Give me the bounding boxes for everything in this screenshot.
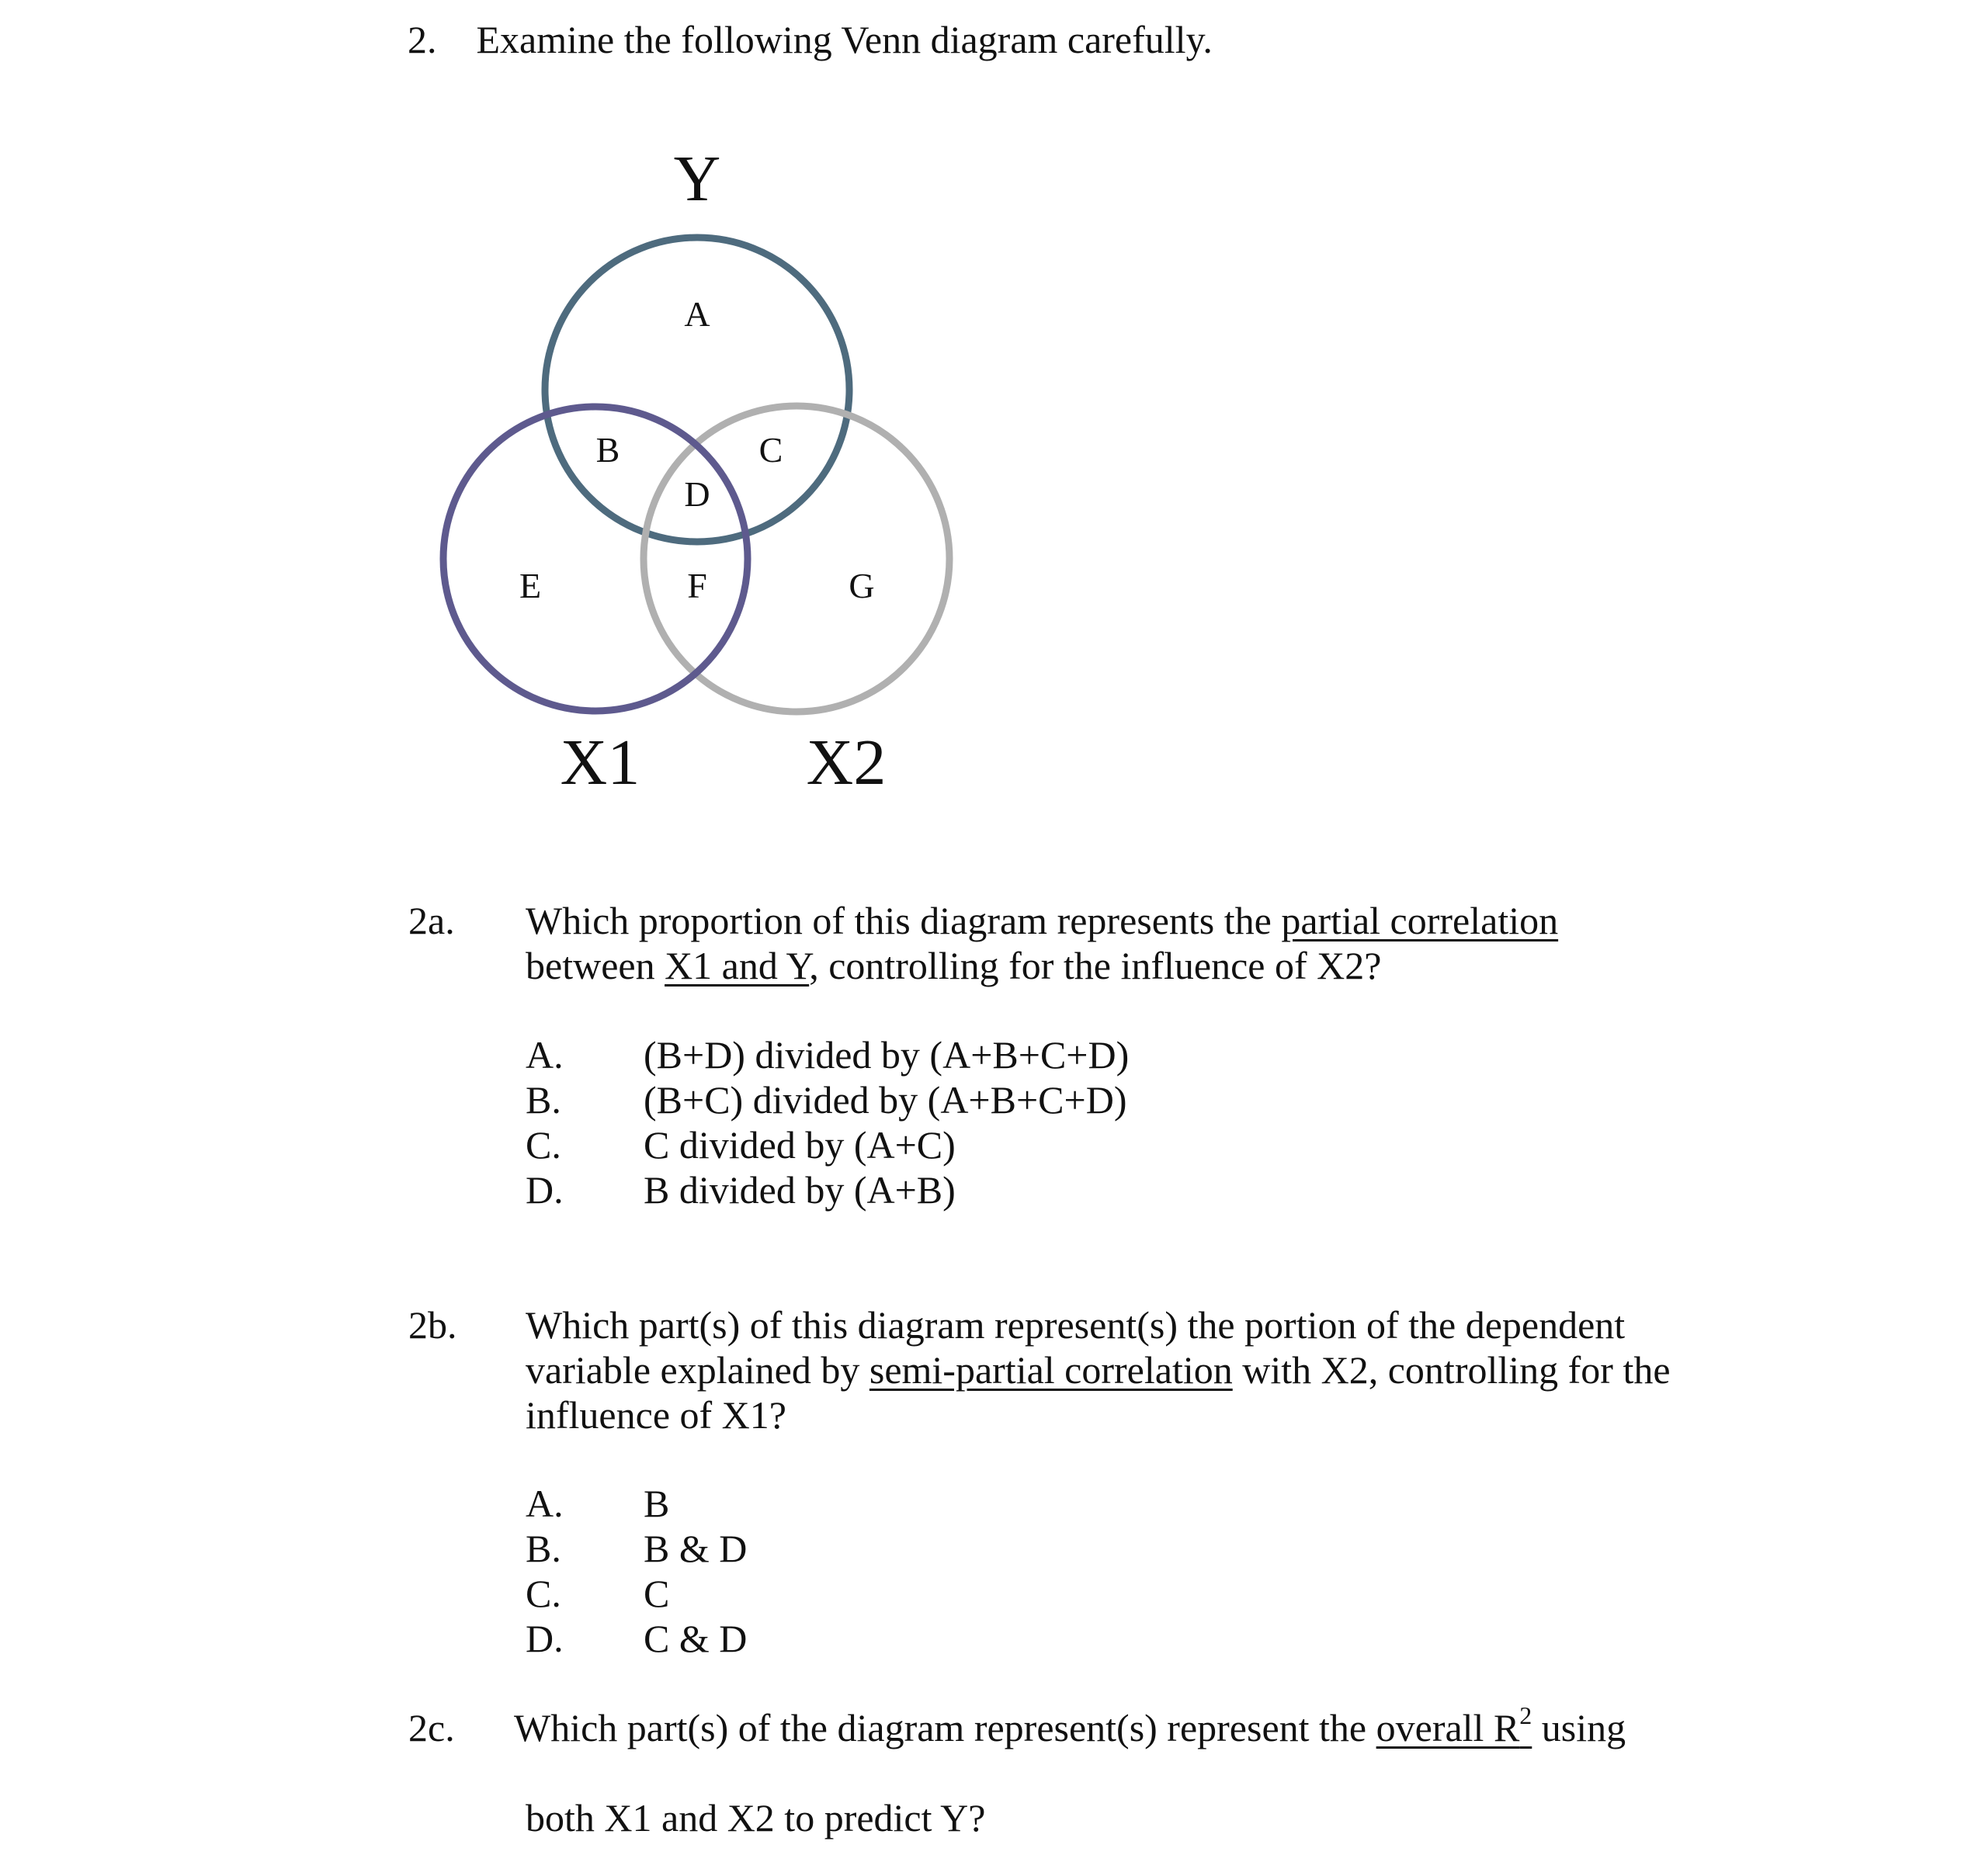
q2b-option-d[interactable]: D. C & D: [526, 1617, 748, 1660]
q2b-line-3: influence of X1?: [526, 1393, 786, 1437]
q2a-options: [526, 1032, 1130, 1212]
venn-label-y: Y: [673, 143, 721, 215]
question-text: Examine the following Venn diagram carefully.: [476, 18, 1213, 61]
q2c-line-2: both X1 and X2 to predict Y?: [526, 1796, 986, 1840]
q2b-line-2: variable explained by semi-partial correlation with X2, controlling for the: [526, 1348, 1671, 1392]
q2b-underline-semi-partial: semi-partial correlation: [869, 1348, 1233, 1392]
q2c-superscript: 2: [1519, 1701, 1532, 1729]
q2b-label: 2b.: [408, 1303, 457, 1347]
question-number: 2.: [408, 18, 437, 61]
venn-diagram: [404, 140, 963, 807]
venn-region-c: C: [758, 430, 783, 470]
q2b-line-1: Which part(s) of this diagram represent(s) the portion of the dependent: [526, 1303, 1626, 1347]
question-heading: [408, 17, 1213, 62]
q2a-label: 2a.: [408, 899, 455, 942]
q2c-underline-overall-r2: overall $R^2$: [1376, 1701, 1532, 1749]
q2b-question: [526, 1302, 1671, 1437]
q2a-line-2: between X1 and Y, controlling for the influence of X2?: [526, 944, 1382, 987]
q2b-options: [526, 1481, 748, 1661]
q2c-line-1: Which part(s) of the diagram represent(s) represent the overall $R^2$ using: [514, 1701, 1626, 1749]
q2a-option-c[interactable]: C. C divided by (A+C): [526, 1123, 956, 1167]
q2a-line-1: Which proportion of this diagram represents the partial correlation: [526, 899, 1559, 942]
venn-region-a: A: [684, 294, 710, 334]
q2c-label: 2c.: [408, 1706, 455, 1749]
venn-region-e: E: [519, 566, 542, 605]
q2b-option-b[interactable]: B. B & D: [526, 1527, 748, 1570]
venn-circle-x2: [644, 406, 949, 712]
q2a-option-a[interactable]: A. (B+D) divided by (A+B+C+D): [526, 1033, 1130, 1077]
venn-region-g: G: [849, 566, 875, 605]
q2a-option-d[interactable]: D. B divided by (A+B): [526, 1168, 956, 1212]
venn-region-f: F: [687, 566, 707, 605]
q2a-question: [526, 898, 1558, 988]
q2b-option-a[interactable]: A. B: [526, 1482, 670, 1525]
venn-label-x1: X1: [560, 726, 640, 799]
q2a-underline-x1-and-y: X1 and Y: [665, 944, 810, 987]
venn-region-b: B: [595, 430, 620, 470]
venn-label-x2: X2: [806, 726, 887, 799]
q2a-underline-partial-correlation: partial correlation: [1281, 899, 1559, 942]
venn-region-d: D: [684, 474, 710, 514]
q2a-option-b[interactable]: B. (B+C) divided by (A+B+C+D): [526, 1078, 1127, 1122]
q2b-option-c[interactable]: C. C: [526, 1572, 670, 1615]
